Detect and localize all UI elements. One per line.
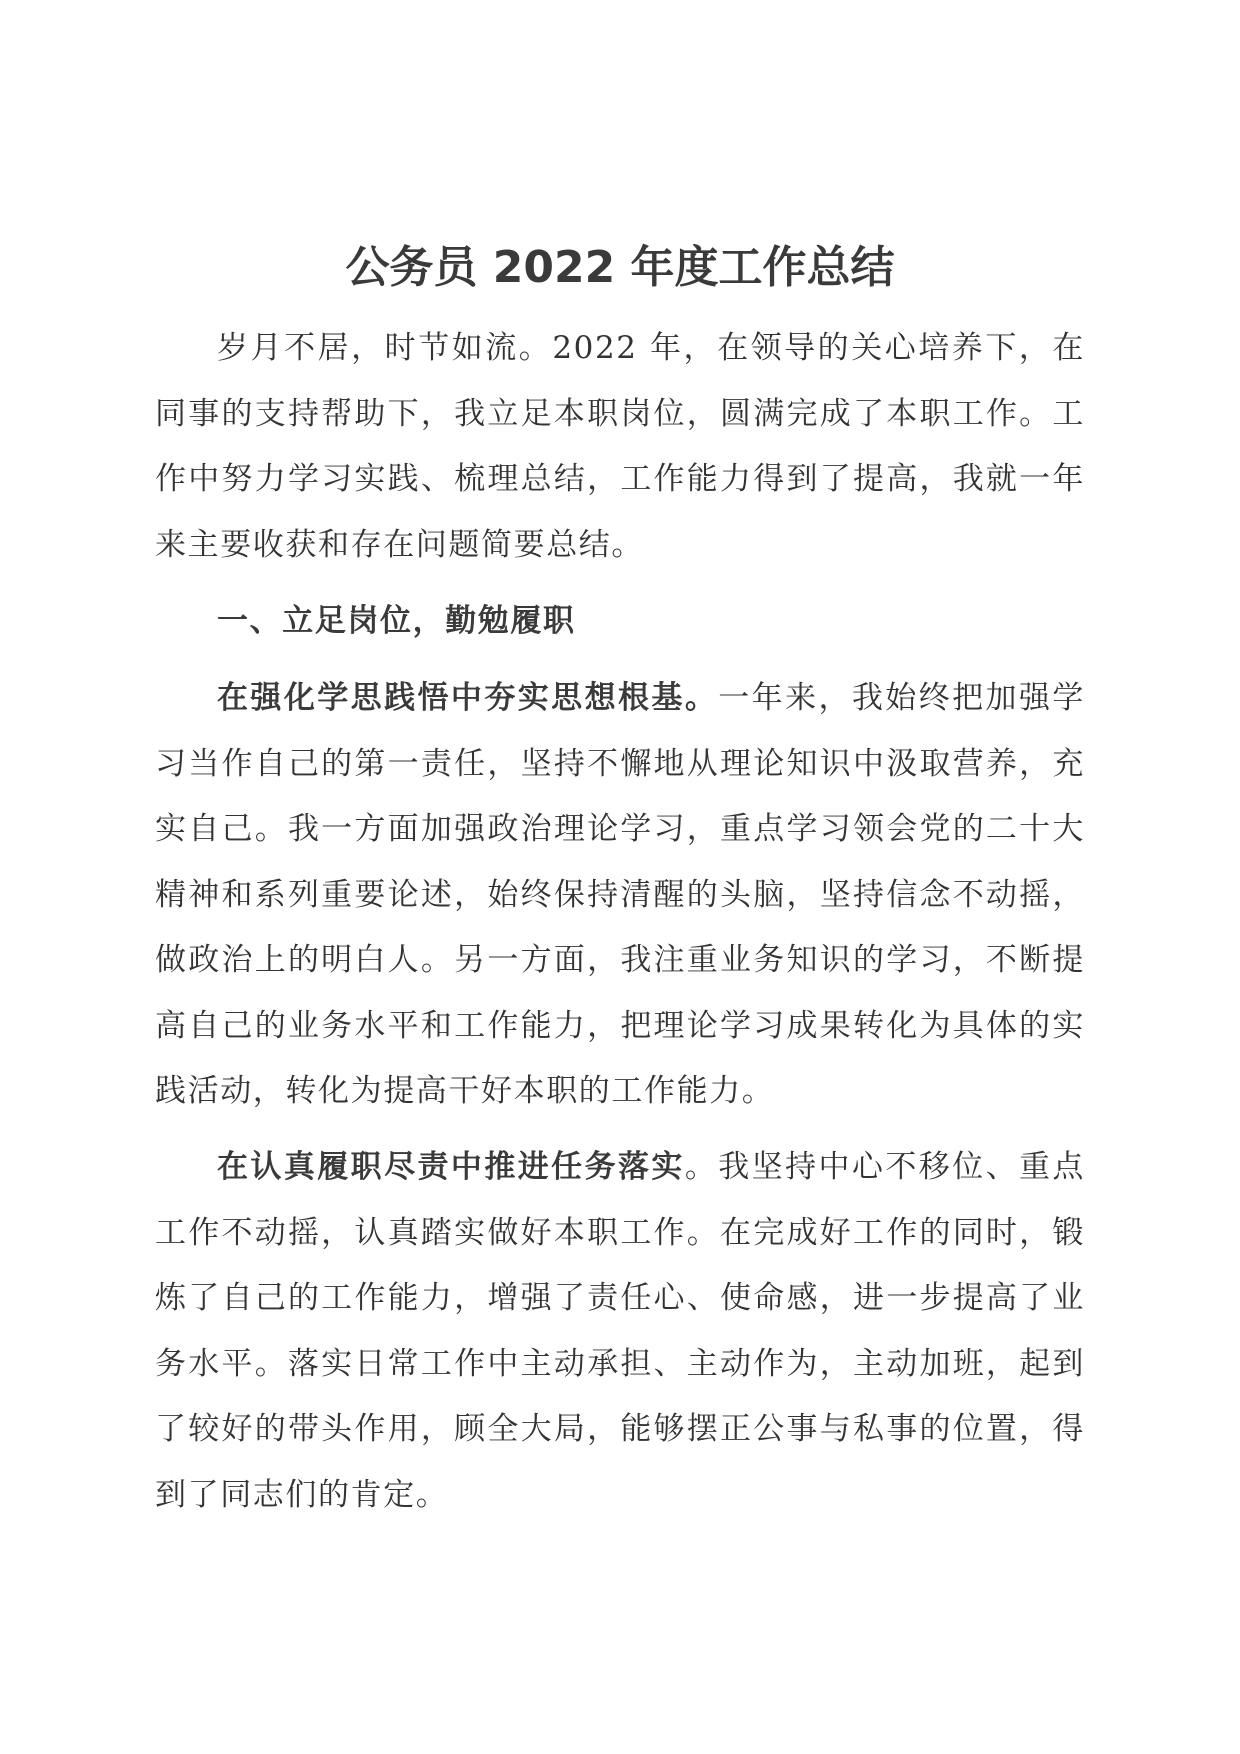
- body-paragraph-1: [155, 666, 1085, 1125]
- paragraph-lead: 在强化学思践悟中夯实思想根基。: [217, 680, 719, 716]
- intro-paragraph: 岁月不居，时节如流。2022 年，在领导的关心培养下，在同事的支持帮助下，我立足本职岗位，圆满完成了本职工作。工作中努力学习实践、梳理总结，工作能力得到了提高，我就一年来主要收获和存在问题简要总结。: [155, 330, 1085, 563]
- section-heading: 一、立足岗位，勤勉履职: [217, 603, 576, 639]
- paragraph-text: 。我坚持中心不移位、重点工作不动摇，认真踏实做好本职工作。在完成好工作的同时，锻炼了自己的工作能力，增强了责任心、使命感，进一步提高了业务水平。落实日常工作中主动承担、主动作为，主动加班，起到了较好的带头作用，顾全大局，能够摆正公事与私事的位置，得到了同志们的肯定。: [155, 1149, 1085, 1513]
- paragraph-text: 一年来，我始终把加强学习当作自己的第一责任，坚持不懈地从理论知识中汲取营养，充实自己。我一方面加强政治理论学习，重点学习领会党的二十大精神和系列重要论述，始终保持清醒的头脑，坚持信念不动摇，做政治上的明白人。另一方面，我注重业务知识的学习，不断提高自己的业务水平和工作能力，把理论学习成果转化为具体的实践活动，转化为提高干好本职的工作能力。: [155, 680, 1085, 1109]
- paragraph-lead: 在认真履职尽责中推进任务落实: [217, 1149, 685, 1185]
- document-title: 公务员 2022 年度工作总结: [345, 242, 895, 293]
- body-paragraph-2: [155, 1135, 1085, 1528]
